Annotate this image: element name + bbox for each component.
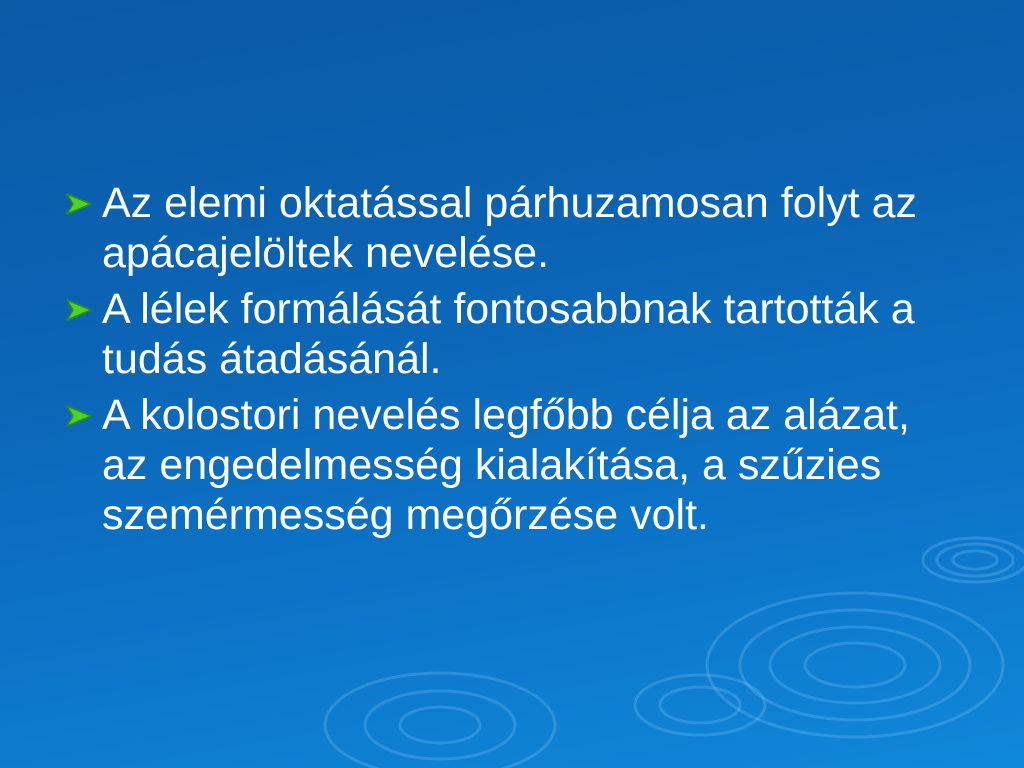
arrow-bullet-icon <box>64 192 94 216</box>
bullet-item <box>64 178 964 278</box>
bullet-list <box>64 178 964 546</box>
bullet-text: A kolostori nevelés legfőbb célja az alázat, az engedelmesség kialakítása, a szűzies szemérmesség megőrzése volt. <box>102 391 910 539</box>
bullet-item <box>64 390 964 540</box>
arrow-bullet-icon <box>64 298 94 322</box>
arrow-bullet-icon <box>64 404 94 428</box>
bullet-text: A lélek formálását fontosabbnak tartották a tudás átadásánál. <box>102 285 915 383</box>
bullet-text: Az elemi oktatással párhuzamosan folyt az apácajelöltek nevelése. <box>102 179 918 277</box>
bullet-item <box>64 284 964 384</box>
